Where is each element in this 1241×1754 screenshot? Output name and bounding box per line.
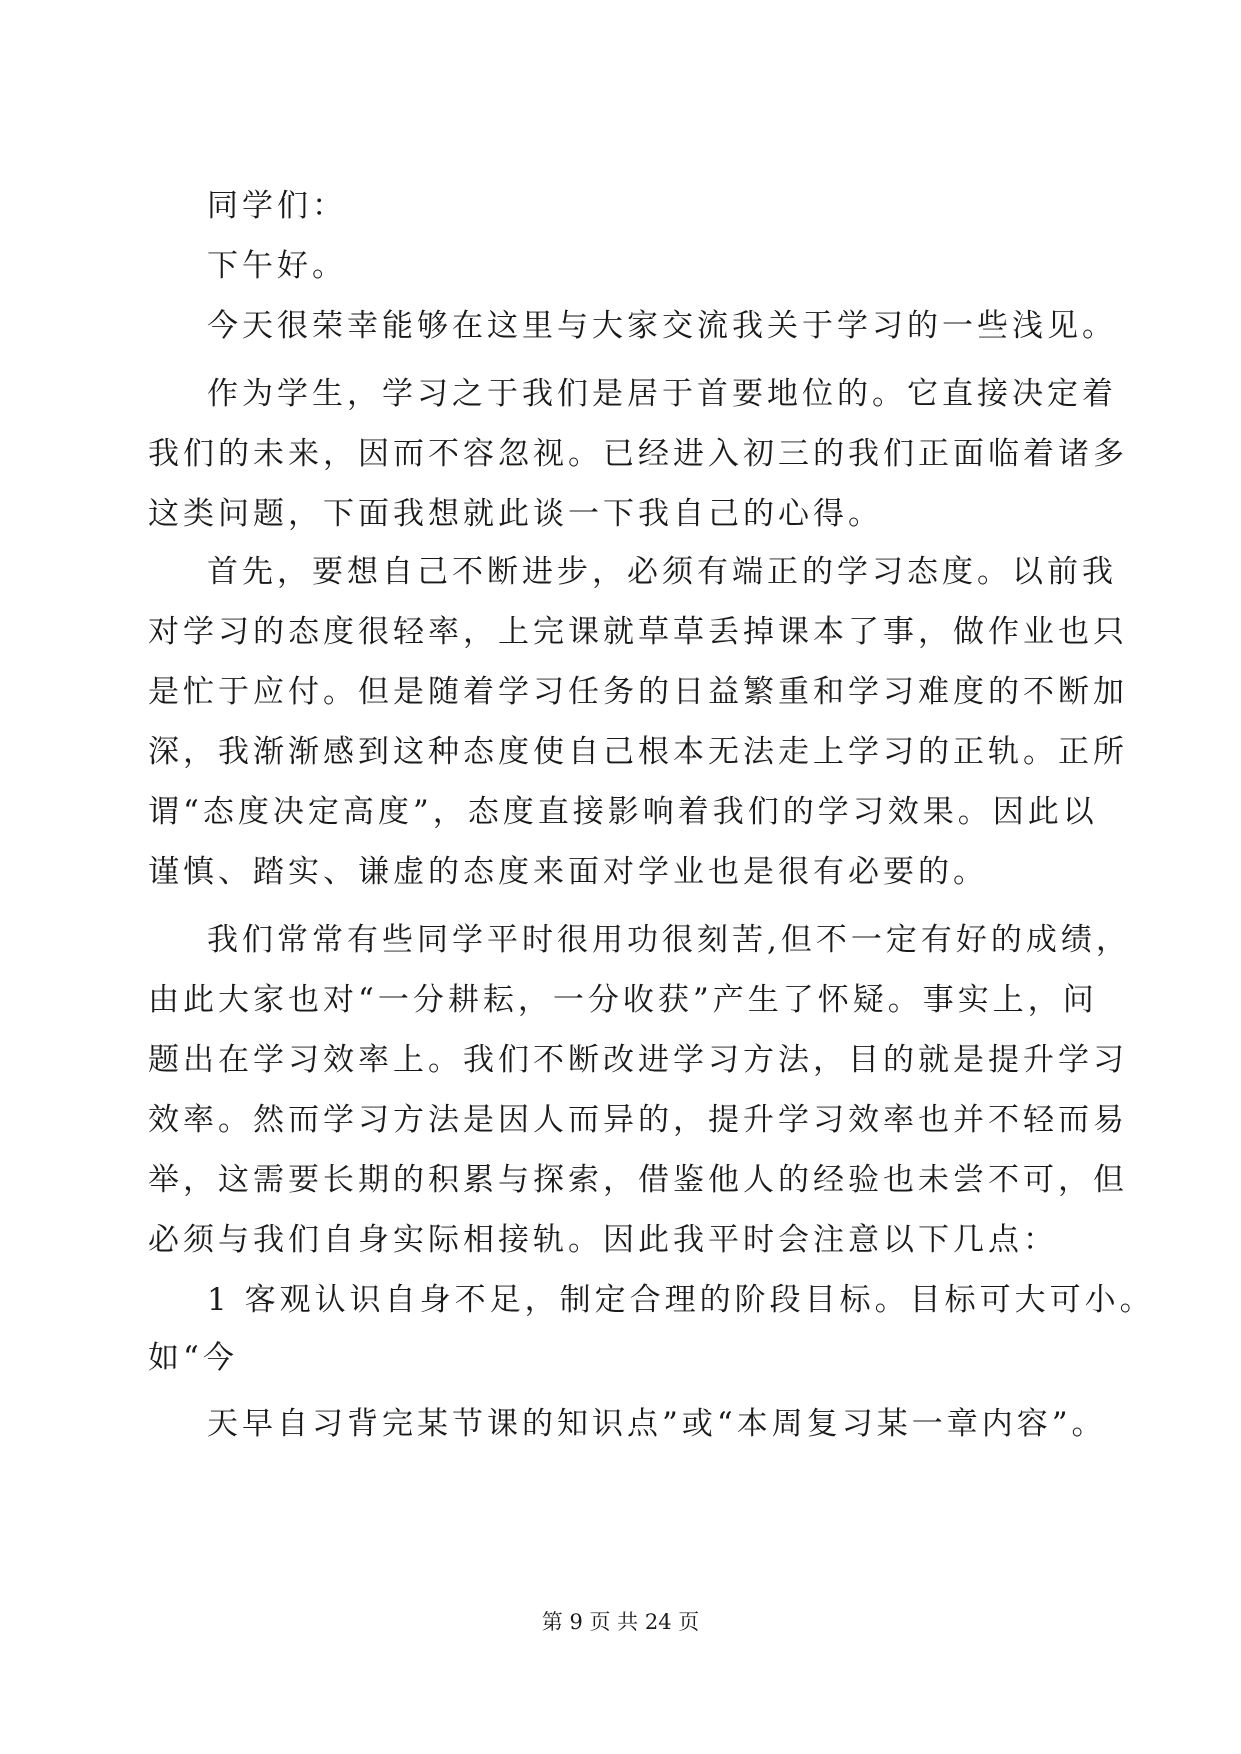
- list-item-line: 1 客观认识自身不足，制定合理的阶段目标。目标可大可小。: [207, 1282, 1155, 1318]
- paragraph-line: 首先，要想自己不断进步，必须有端正的学习态度。以前我: [207, 554, 1117, 590]
- paragraph-line: 是忙于应付。但是随着学习任务的日益繁重和学习难度的不断加: [148, 674, 1128, 710]
- paragraph-line: 必须与我们自身实际相接轨。因此我平时会注意以下几点：: [148, 1222, 1058, 1258]
- paragraph-line: 题出在学习效率上。我们不断改进学习方法，目的就是提升学习: [148, 1042, 1128, 1078]
- paragraph-line: 谓“态度决定高度”，态度直接影响着我们的学习效果。因此以: [148, 794, 1098, 830]
- paragraph-line: 由此大家也对“一分耕耘，一分收获”产生了怀疑。事实上，问: [148, 982, 1098, 1018]
- page-number-footer: 第 9 页 共 24 页: [541, 1610, 700, 1634]
- salutation-line: 下午好。: [207, 248, 347, 284]
- list-item-line: 如“今: [148, 1340, 238, 1376]
- paragraph-line: 我们常常有些同学平时很用功很刻苦,但不一定有好的成绩，: [207, 922, 1131, 958]
- paragraph-line: 对学习的态度很轻率，上完课就草草丢掉课本了事，做作业也只: [148, 614, 1128, 650]
- paragraph-line: 这类问题，下面我想就此谈一下我自己的心得。: [148, 496, 883, 532]
- paragraph-line: 谨慎、踏实、谦虚的态度来面对学业也是很有必要的。: [148, 854, 988, 890]
- paragraph-line: 举，这需要长期的积累与探索，借鉴他人的经验也未尝不可，但: [148, 1162, 1128, 1198]
- paragraph-line: 效率。然而学习方法是因人而异的，提升学习效率也并不轻而易: [148, 1102, 1128, 1138]
- paragraph-line: 深，我渐渐感到这种态度使自己根本无法走上学习的正轨。正所: [148, 734, 1128, 770]
- paragraph-line: 今天很荣幸能够在这里与大家交流我关于学习的一些浅见。: [207, 308, 1117, 344]
- paragraph-line: 作为学生，学习之于我们是居于首要地位的。它直接决定着: [207, 376, 1117, 412]
- paragraph-line: 我们的未来，因而不容忽视。已经进入初三的我们正面临着诸多: [148, 436, 1128, 472]
- greeting-line: 同学们：: [207, 188, 347, 224]
- list-item-line: 天早自习背完某节课的知识点”或“本周复习某一章内容”。: [207, 1406, 1107, 1442]
